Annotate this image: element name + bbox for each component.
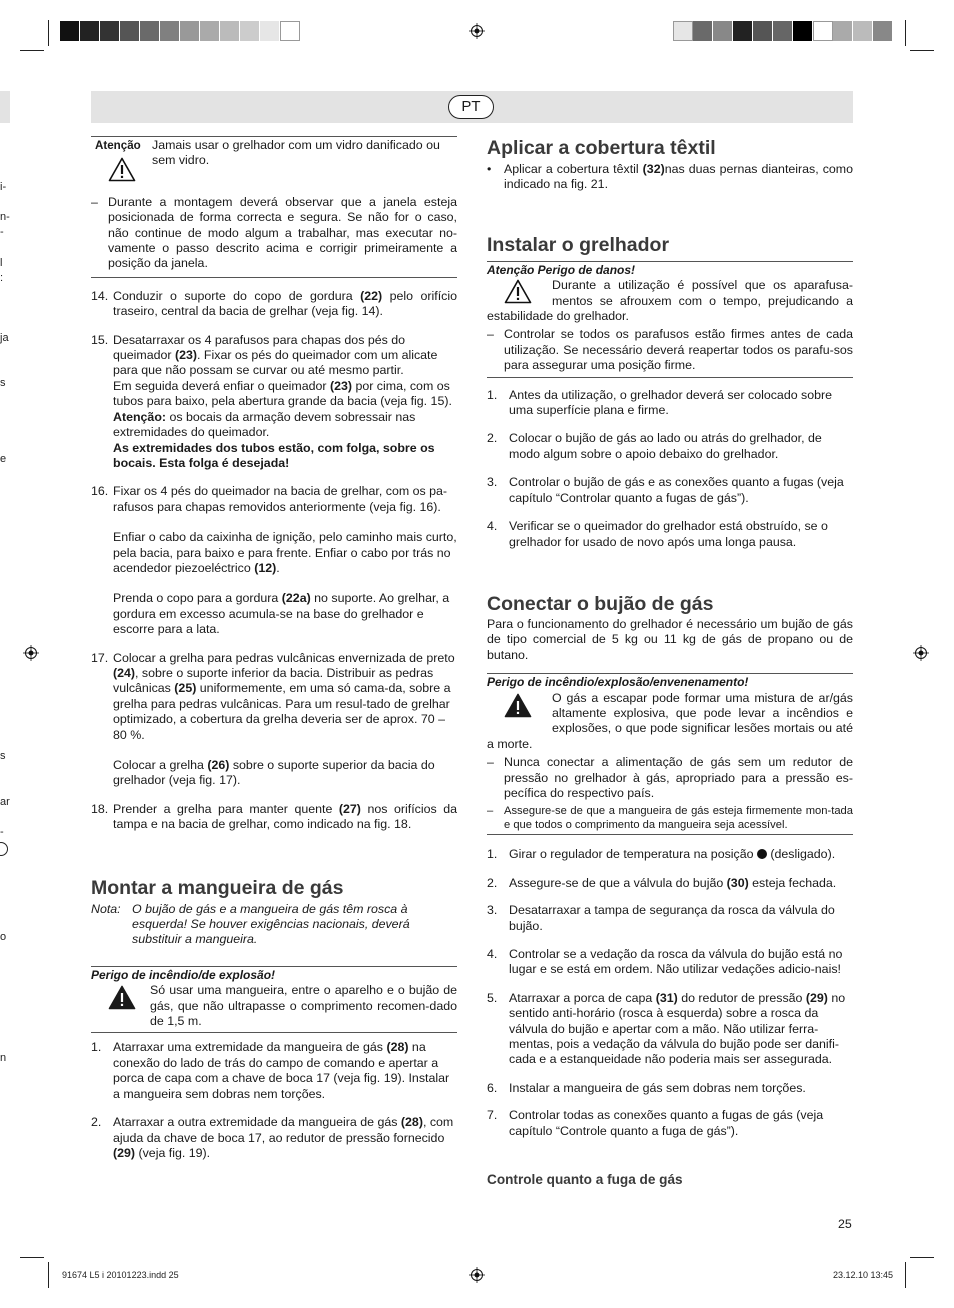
edge-fragment: s xyxy=(0,377,6,389)
registration-mark-icon xyxy=(913,645,929,661)
install-step: 3. Controlar o bujão de gás e as conexões quanto a fugas (veja capítulo “Controlar quanto a fugas de gás”). xyxy=(487,475,844,505)
facing-page-band xyxy=(0,91,10,123)
language-badge: PT xyxy=(448,95,494,119)
explosion-dash-1: – Nunca conectar a alimentação de gás sem um redutor de pressão no grelhador à gás, apropriado para a pressão es-pecífica do respectivo país. xyxy=(487,755,853,800)
note-label: Nota: xyxy=(91,901,121,916)
cover-bullet: • Aplicar a cobertura têxtil (32)nas duas pernas dianteiras, como indicado na fig. 21. xyxy=(487,162,853,192)
step-15-a: Desatarraxar os 4 parafusos para chapas dos pés do queimador (23). Fixar os pés do queimador com um alicate para que não possam se curvar ou até mesmo partir. xyxy=(113,332,438,378)
edge-fragment: n xyxy=(0,1052,7,1064)
footer-file: 91674 L5 i 20101223.indd 25 xyxy=(62,1270,179,1280)
attention-dash: – Durante a montagem deverá observar que a janela esteja posicionada de forma correcta e segura. Se não for o caso, não continue de modo algum a trabalhar, mas executar no-vamente o passo descrito acima e corrigir primeiramente a posição da janela. xyxy=(91,194,457,271)
warning-heading: Perigo de incêndio/explosão/envenenamento! xyxy=(487,675,749,690)
damage-dash: – Controlar se todos os parafusos estão firmes antes de cada utilização. Se necessário deverá reapertar todos os parafu-sos para assegurar uma posição firme. xyxy=(487,327,853,373)
list-icon xyxy=(0,842,8,856)
edge-fragment: ar xyxy=(0,796,10,808)
install-steps xyxy=(487,388,853,550)
step-number: 14. xyxy=(91,288,109,303)
edge-fragment: n- xyxy=(0,211,10,223)
edge-fragment: s xyxy=(0,750,6,762)
crop-mark xyxy=(20,50,44,51)
step-number: 17. xyxy=(91,650,109,665)
attention-box xyxy=(91,136,457,272)
section-heading-connect: Conectar o bujão de gás xyxy=(487,592,714,615)
warning-text: O gás a escapar pode formar uma mistura de ar/gás altamente explosiva, que pode levar a incêndios e explosões, o que pode significar lesões mortais ou até a morte. xyxy=(487,690,853,751)
connect-intro: Para o funcionamento do grelhador é necessário um bujão de gás de tipo comercial de 5 kg ou 11 kg de gás de propano ou de butano. xyxy=(487,616,853,662)
step-15-d: As extremidades dos tubos estão, com folga, sobre os bocais. Esta folga é desejada! xyxy=(113,440,435,470)
page-number: 25 xyxy=(838,1217,852,1231)
crop-mark xyxy=(905,1262,906,1288)
hose-note xyxy=(91,902,457,948)
right-column xyxy=(487,136,853,1187)
connect-step-7: 7. Controlar todas as conexões quanto a fugas de gás (veja capítulo “Controle quanto a fuga de gás”). xyxy=(487,1108,824,1138)
connect-step-1: 1. Girar o regulador de temperatura na posição (desligado). xyxy=(487,847,836,862)
crop-mark xyxy=(48,1262,49,1288)
step-number: 2. xyxy=(91,1115,102,1130)
attention-dash-text: Durante a montagem deverá observar que a janela esteja posicionada de forma correcta e segura. Se não for o caso, não continue de modo algum a trabalhar, mas executar no-vamente o passo descrito acima e corrigir primeiramente a posição da janela. xyxy=(108,194,457,271)
color-bar-right xyxy=(673,21,893,41)
step-number: 18. xyxy=(91,801,109,816)
fire-warning-box xyxy=(91,966,457,1030)
step-17-a: Colocar a grelha para pedras vulcânicas envernizada de preto (24), sobre o suporte inferior da bacia. Distribuir as pedras vulcânicas (25) uniformemente, em uma só cama-da, sobre a grelha para pedras vulcânicas. Para um resul-tado de grelhar optimizado, a cobertura da grelha deveria ser de aprox. 70 – 80 %. xyxy=(113,650,455,742)
hose-step-2: 2. Atarraxar a outra extremidade da mangueira de gás (28), com ajuda da chave de boca 17, ao redutor de pressão fornecido (29) (veja fig. 19). xyxy=(91,1115,454,1160)
step-15-c: Atenção: os bocais da armação devem sobressair nas extremidades do queimador. xyxy=(113,409,416,440)
step-16-c: Prenda o copo para a gordura (22a) no suporte. Ao grelhar, a gordura em excesso acumula-se na base do grelhador e escorre para a lata. xyxy=(113,591,450,637)
subheading-leak-check: Controle quanto a fuga de gás xyxy=(487,1172,683,1188)
step-number: 15. xyxy=(91,332,109,347)
connect-step-4: 4. Controlar se a vedação da rosca da válvula do bujão está no lugar e se está em ordem. Não utilizar vedações adicio-nais! xyxy=(487,947,843,977)
warning-heading: Perigo de incêndio/de explosão! xyxy=(91,967,276,982)
warning-heading: Atenção Perigo de danos! xyxy=(487,262,636,277)
edge-fragment: l xyxy=(0,257,3,269)
step-14: 14. Conduzir o suporte do copo de gordura (22) pelo orifício traseiro, central da bacia de grelhar (veja fig. 14). xyxy=(91,288,457,319)
warning-filled-icon xyxy=(504,693,532,722)
color-bar-left xyxy=(60,21,300,41)
edge-fragment: : xyxy=(0,272,4,284)
install-step: 1. Antes da utilização, o grelhador deverá ser colocado sobre uma superfície plana e firme. xyxy=(487,387,833,418)
attention-text: Jamais usar o grelhador com um vidro danificado ou sem vidro. xyxy=(152,138,440,168)
explosion-dash-2: – Assegure-se de que a mangueira de gás esteja firmemente mon-tada e que todos o comprimento da mangueira seja acessível. xyxy=(487,805,853,832)
edge-fragment: - xyxy=(0,826,4,838)
edge-fragment: e xyxy=(0,453,7,465)
connect-step-2: 2. Assegure-se de que a válvula do bujão (30) esteja fechada. xyxy=(487,875,837,890)
connect-step-6: 6. Instalar a mangueira de gás sem dobras nem torções. xyxy=(487,1080,806,1095)
step-18: 18. Prender a grelha para manter quente (27) nos orifícios da tampa e na bacia de grelhar, como indicado na fig. 18. xyxy=(91,801,457,832)
warning-filled-icon xyxy=(108,985,136,1014)
warning-text: Durante a utilização é possível que os aparafusa-mentos se afrouxem com o tempo, prejudicando a estabilidade do grelhador. xyxy=(487,278,853,324)
damage-warning-box xyxy=(487,261,853,374)
crop-mark xyxy=(20,1257,44,1258)
edge-fragment: i- xyxy=(0,181,7,193)
step-17-b: Colocar a grelha (26) sobre o suporte superior da bacia do grelhador (veja fig. 17). xyxy=(113,758,435,788)
registration-mark-icon xyxy=(469,23,485,39)
step-16-a: Fixar os 4 pés do queimador na bacia de grelhar, com os pa-rafusos para chapas removidos anteriormente (veja fig. 16). xyxy=(113,484,448,514)
warning-text: Só usar uma mangueira, entre o aparelho e o bujão de gás, que não ultrapasse o comprimento recomen-dado de 1,5 m. xyxy=(150,983,457,1029)
step-number: 1. xyxy=(91,1040,102,1055)
step-15-b: Em seguida deverá enfiar o queimador (23) por cima, com os tubos para baixo, pela abertura grande da bacia (veja fig. 15). xyxy=(113,378,452,409)
edge-fragment: o xyxy=(0,931,7,943)
section-heading-install: Instalar o grelhador xyxy=(487,233,670,256)
note-text: O bujão de gás e a mangueira de gás têm rosca à esquerda! Se houver exigências nacionais, deverá substituir a mangueira. xyxy=(132,901,410,947)
step-15 xyxy=(91,333,457,472)
crop-mark xyxy=(910,1257,934,1258)
warning-triangle-icon xyxy=(108,157,136,186)
attention-label: Atenção xyxy=(95,139,141,152)
crop-mark xyxy=(48,20,49,46)
step-17 xyxy=(91,651,457,789)
install-step: 2. Colocar o bujão de gás ao lado ou atrás do grelhador, de modo algum sobre o apoio debaixo do grelhador. xyxy=(487,431,822,461)
install-step: 4. Verificar se o queimador do grelhador está obstruído, se o grelhador for usado de novo após uma longa pausa. xyxy=(487,519,828,549)
edge-fragment: - xyxy=(0,226,4,238)
hose-step-1: 1. Atarraxar uma extremidade da mangueira de gás (28) na conexão do lado de trás do campo de comando e apertar a porca de capa com a chave de boca 17 (veja fig. 19). Instalar a mangueira sem dobras nem torções. xyxy=(91,1040,450,1101)
section-heading-cover: Aplicar a cobertura têxtil xyxy=(487,137,716,159)
warning-triangle-icon xyxy=(504,279,532,308)
step-16 xyxy=(91,484,457,637)
off-position-icon xyxy=(757,849,767,859)
edge-fragment: ja xyxy=(0,332,9,344)
crop-mark xyxy=(910,50,934,51)
section-heading-hose: Montar a mangueira de gás xyxy=(91,876,344,899)
left-column xyxy=(91,136,457,1161)
connect-step-5: 5. Atarraxar a porca de capa (31) do redutor de pressão (29) no sentido anti-horário (rosca à esquerda) sobre a rosca da válvula do bujão e apertar com a mão. Não utilizar ferra-mentas, pois a vedação da válvula do bujão pode ser danifi-cada e a estanqueidade não poderia mais ser assegurada. xyxy=(487,990,846,1067)
step-16-b: Enfiar o cabo da caixinha de ignição, pelo caminho mais curto, pela bacia, para baixo e para frente. Enfiar o cabo por trás no acendedor piezoeléctrico (12). xyxy=(113,530,457,575)
step-number: 16. xyxy=(91,484,109,499)
explosion-warning-box xyxy=(487,673,853,832)
registration-mark-icon xyxy=(469,1267,485,1283)
footer-date: 23.12.10 13:45 xyxy=(833,1270,894,1280)
crop-mark xyxy=(905,20,906,46)
connect-step-3: 3. Desatarraxar a tampa de segurança da rosca da válvula do bujão. xyxy=(487,903,835,933)
registration-mark-icon xyxy=(23,645,39,661)
